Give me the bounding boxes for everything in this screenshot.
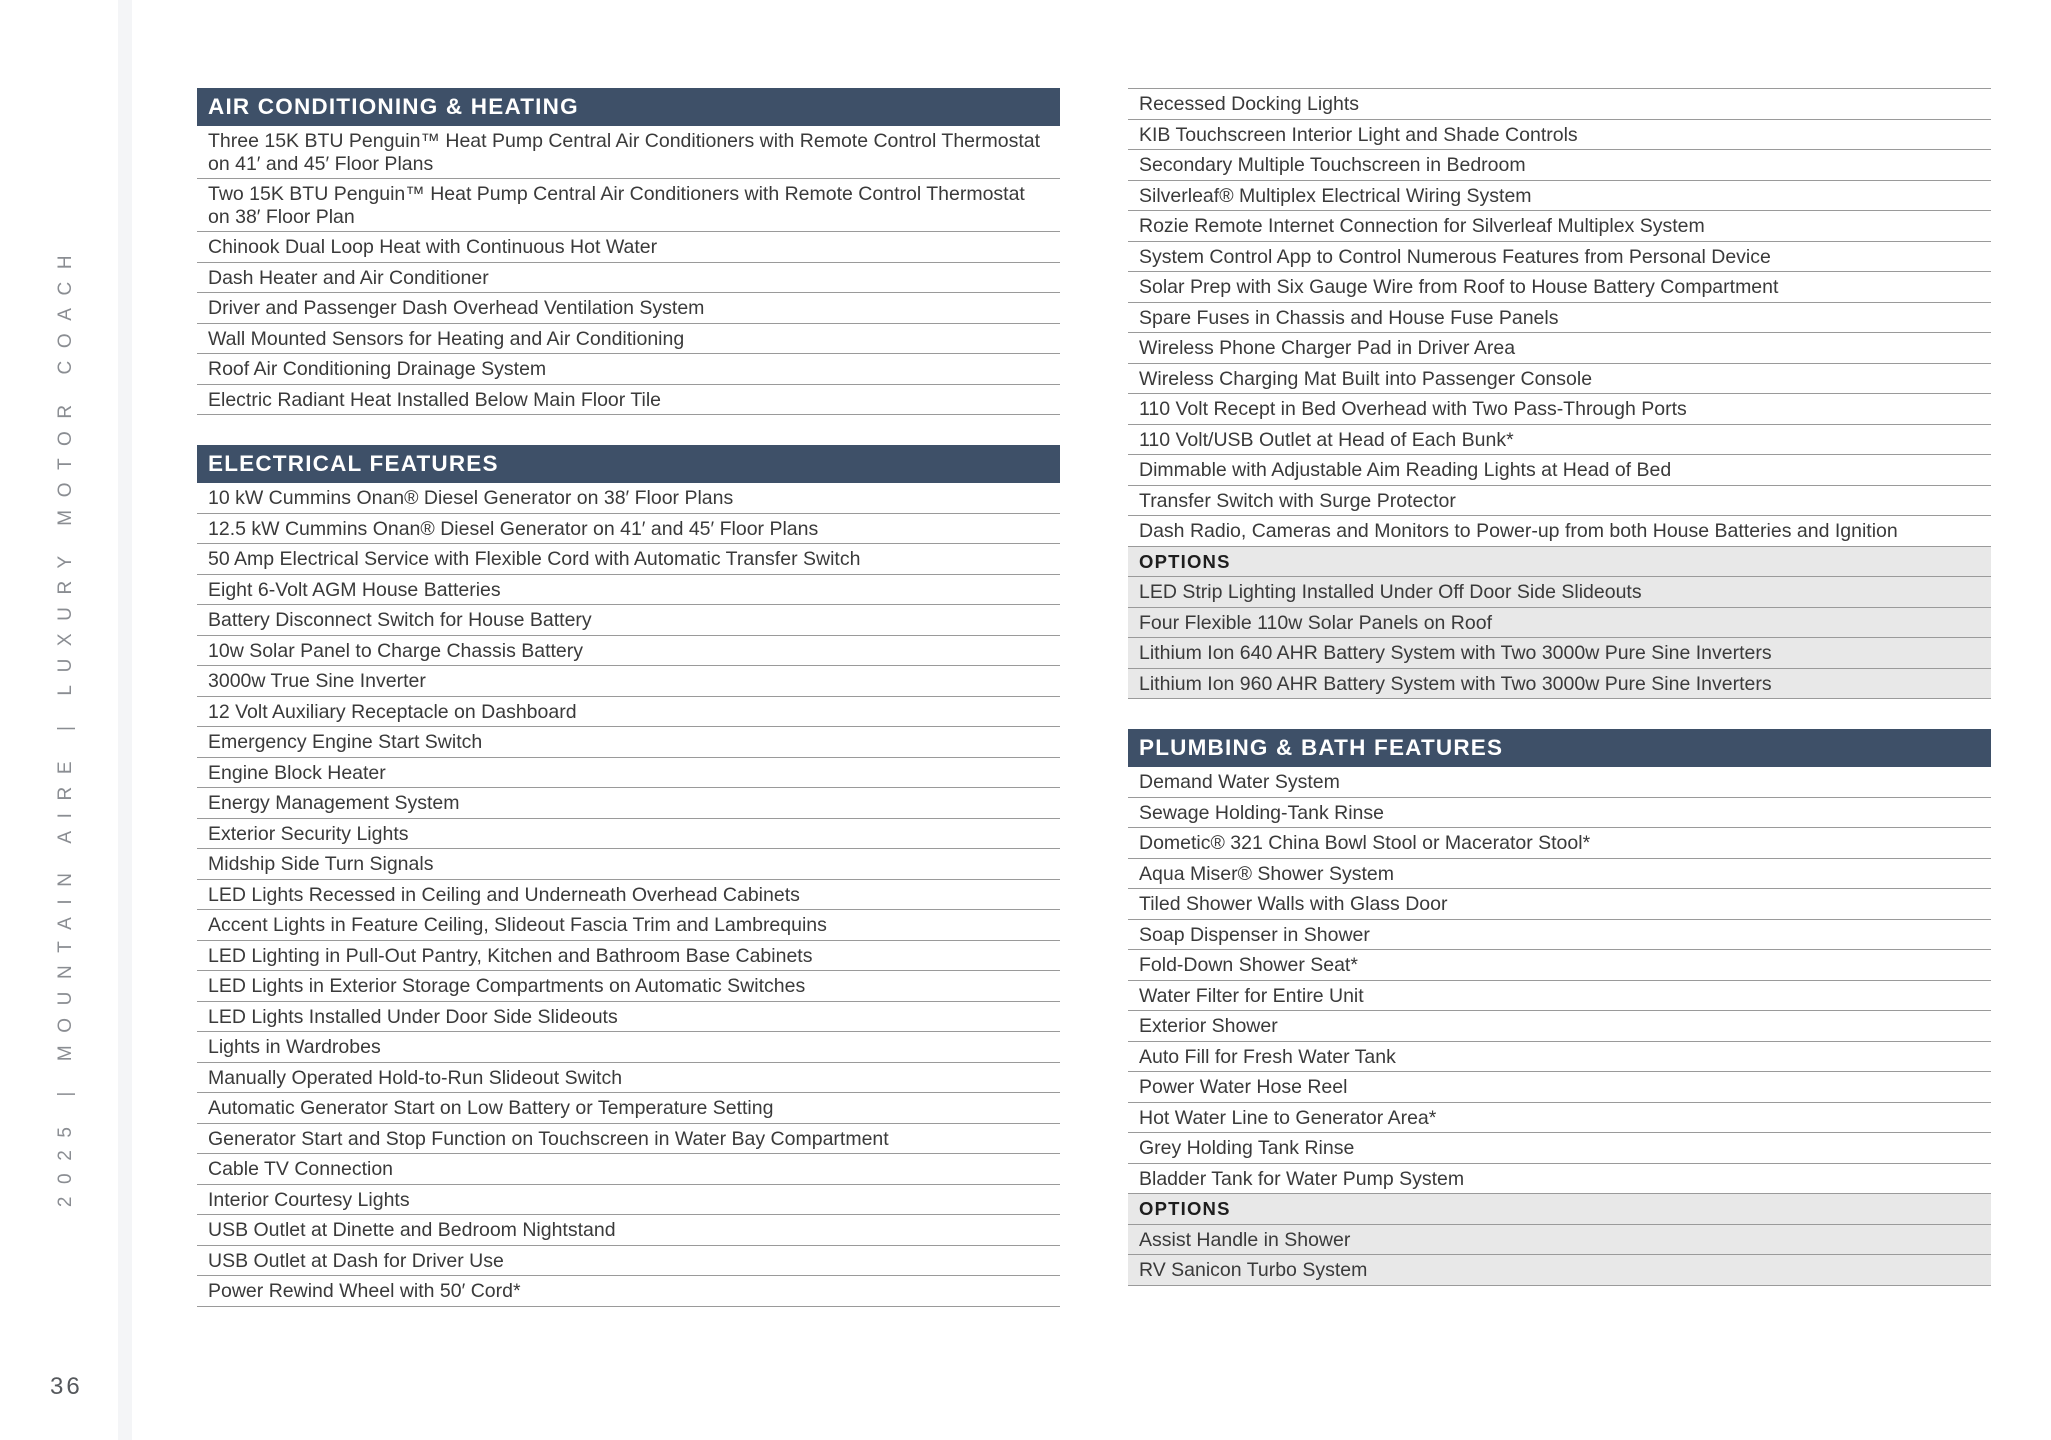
section-electrical-features	[197, 445, 1060, 1307]
list-item: Rozie Remote Internet Connection for Silverleaf Multiplex System	[1128, 211, 1991, 242]
option-item: Assist Handle in Shower	[1128, 1225, 1991, 1256]
options-label: OPTIONS	[1128, 547, 1991, 578]
list-item: Interior Courtesy Lights	[197, 1185, 1060, 1216]
list-item: Bladder Tank for Water Pump System	[1128, 1164, 1991, 1195]
list-item: Energy Management System	[197, 788, 1060, 819]
list-item: 3000w True Sine Inverter	[197, 666, 1060, 697]
list-item: USB Outlet at Dash for Driver Use	[197, 1246, 1060, 1277]
list-item: Demand Water System	[1128, 767, 1991, 798]
list-item: Engine Block Heater	[197, 758, 1060, 789]
list-item: LED Lighting in Pull-Out Pantry, Kitchen and Bathroom Base Cabinets	[197, 941, 1060, 972]
feature-list	[197, 126, 1060, 415]
list-item: LED Lights in Exterior Storage Compartments on Automatic Switches	[197, 971, 1060, 1002]
brand-vertical-text: 2025 | MOUNTAIN AIRE | LUXURY MOTOR COACH	[55, 242, 76, 1208]
list-item: LED Lights Installed Under Door Side Slideouts	[197, 1002, 1060, 1033]
list-item: Three 15K BTU Penguin™ Heat Pump Central Air Conditioners with Remote Control Thermostat on 41′ and 45′ Floor Plans	[197, 126, 1060, 179]
list-item: System Control App to Control Numerous Features from Personal Device	[1128, 242, 1991, 273]
list-item: 110 Volt/USB Outlet at Head of Each Bunk*	[1128, 425, 1991, 456]
list-item: 10w Solar Panel to Charge Chassis Battery	[197, 636, 1060, 667]
list-item: Solar Prep with Six Gauge Wire from Roof to House Battery Compartment	[1128, 272, 1991, 303]
list-item: Wireless Phone Charger Pad in Driver Area	[1128, 333, 1991, 364]
list-item: 110 Volt Recept in Bed Overhead with Two Pass-Through Ports	[1128, 394, 1991, 425]
list-item: Exterior Shower	[1128, 1011, 1991, 1042]
list-item: Battery Disconnect Switch for House Battery	[197, 605, 1060, 636]
list-item: Power Water Hose Reel	[1128, 1072, 1991, 1103]
option-item: LED Strip Lighting Installed Under Off Door Side Slideouts	[1128, 577, 1991, 608]
list-item: Recessed Docking Lights	[1128, 89, 1991, 120]
list-item: Dash Radio, Cameras and Monitors to Power-up from both House Batteries and Ignition	[1128, 516, 1991, 547]
list-item: 12.5 kW Cummins Onan® Diesel Generator on 41′ and 45′ Floor Plans	[197, 514, 1060, 545]
list-item: LED Lights Recessed in Ceiling and Underneath Overhead Cabinets	[197, 880, 1060, 911]
list-item: Sewage Holding-Tank Rinse	[1128, 798, 1991, 829]
list-item: Secondary Multiple Touchscreen in Bedroom	[1128, 150, 1991, 181]
list-item: Dometic® 321 China Bowl Stool or Macerator Stool*	[1128, 828, 1991, 859]
page-number: 36	[50, 1373, 83, 1400]
option-item: Lithium Ion 960 AHR Battery System with Two 3000w Pure Sine Inverters	[1128, 669, 1991, 700]
list-item: 10 kW Cummins Onan® Diesel Generator on 38′ Floor Plans	[197, 483, 1060, 514]
list-item: Emergency Engine Start Switch	[197, 727, 1060, 758]
list-item: Chinook Dual Loop Heat with Continuous Hot Water	[197, 232, 1060, 263]
list-item: Roof Air Conditioning Drainage System	[197, 354, 1060, 385]
section-title: PLUMBING & BATH FEATURES	[1128, 729, 1991, 767]
list-item: Accent Lights in Feature Ceiling, Slideout Fascia Trim and Lambrequins	[197, 910, 1060, 941]
list-item: Wireless Charging Mat Built into Passenger Console	[1128, 364, 1991, 395]
list-item: Eight 6-Volt AGM House Batteries	[197, 575, 1060, 606]
list-item: Automatic Generator Start on Low Battery or Temperature Setting	[197, 1093, 1060, 1124]
list-item: Silverleaf® Multiplex Electrical Wiring System	[1128, 181, 1991, 212]
list-item: Exterior Security Lights	[197, 819, 1060, 850]
section-title: AIR CONDITIONING & HEATING	[197, 88, 1060, 126]
list-item: 12 Volt Auxiliary Receptacle on Dashboard	[197, 697, 1060, 728]
feature-list	[1128, 767, 1991, 1286]
list-item: 50 Amp Electrical Service with Flexible Cord with Automatic Transfer Switch	[197, 544, 1060, 575]
list-item: Soap Dispenser in Shower	[1128, 920, 1991, 951]
list-item: Fold-Down Shower Seat*	[1128, 950, 1991, 981]
left-column	[197, 88, 1060, 1307]
list-item: Lights in Wardrobes	[197, 1032, 1060, 1063]
options-label: OPTIONS	[1128, 1194, 1991, 1225]
sidebar	[0, 0, 132, 1440]
list-item: Dimmable with Adjustable Aim Reading Lights at Head of Bed	[1128, 455, 1991, 486]
list-item: Grey Holding Tank Rinse	[1128, 1133, 1991, 1164]
list-item: Midship Side Turn Signals	[197, 849, 1060, 880]
list-item: Spare Fuses in Chassis and House Fuse Panels	[1128, 303, 1991, 334]
list-item: Driver and Passenger Dash Overhead Ventilation System	[197, 293, 1060, 324]
section-title: ELECTRICAL FEATURES	[197, 445, 1060, 483]
list-item: Generator Start and Stop Function on Touchscreen in Water Bay Compartment	[197, 1124, 1060, 1155]
list-item: Manually Operated Hold-to-Run Slideout Switch	[197, 1063, 1060, 1094]
option-item: Lithium Ion 640 AHR Battery System with Two 3000w Pure Sine Inverters	[1128, 638, 1991, 669]
list-item: Power Rewind Wheel with 50′ Cord*	[197, 1276, 1060, 1307]
list-item: Auto Fill for Fresh Water Tank	[1128, 1042, 1991, 1073]
list-item: Aqua Miser® Shower System	[1128, 859, 1991, 890]
option-item: Four Flexible 110w Solar Panels on Roof	[1128, 608, 1991, 639]
right-column	[1128, 88, 1991, 1286]
list-item: Transfer Switch with Surge Protector	[1128, 486, 1991, 517]
section-air-conditioning-heating	[197, 88, 1060, 415]
list-item: USB Outlet at Dinette and Bedroom Nightstand	[197, 1215, 1060, 1246]
section-plumbing-bath	[1128, 729, 1991, 1286]
option-item: RV Sanicon Turbo System	[1128, 1255, 1991, 1286]
list-item: Two 15K BTU Penguin™ Heat Pump Central Air Conditioners with Remote Control Thermostat on 38′ Floor Plan	[197, 179, 1060, 232]
list-item: Electric Radiant Heat Installed Below Main Floor Tile	[197, 385, 1060, 416]
section-electrical-continued	[1128, 88, 1991, 699]
options-block	[1128, 547, 1991, 700]
list-item: Cable TV Connection	[197, 1154, 1060, 1185]
list-item: KIB Touchscreen Interior Light and Shade Controls	[1128, 120, 1991, 151]
list-item: Hot Water Line to Generator Area*	[1128, 1103, 1991, 1134]
list-item: Tiled Shower Walls with Glass Door	[1128, 889, 1991, 920]
feature-list	[197, 483, 1060, 1307]
list-item: Dash Heater and Air Conditioner	[197, 263, 1060, 294]
feature-list	[1128, 88, 1991, 699]
list-item: Water Filter for Entire Unit	[1128, 981, 1991, 1012]
options-block	[1128, 1194, 1991, 1286]
list-item: Wall Mounted Sensors for Heating and Air Conditioning	[197, 324, 1060, 355]
